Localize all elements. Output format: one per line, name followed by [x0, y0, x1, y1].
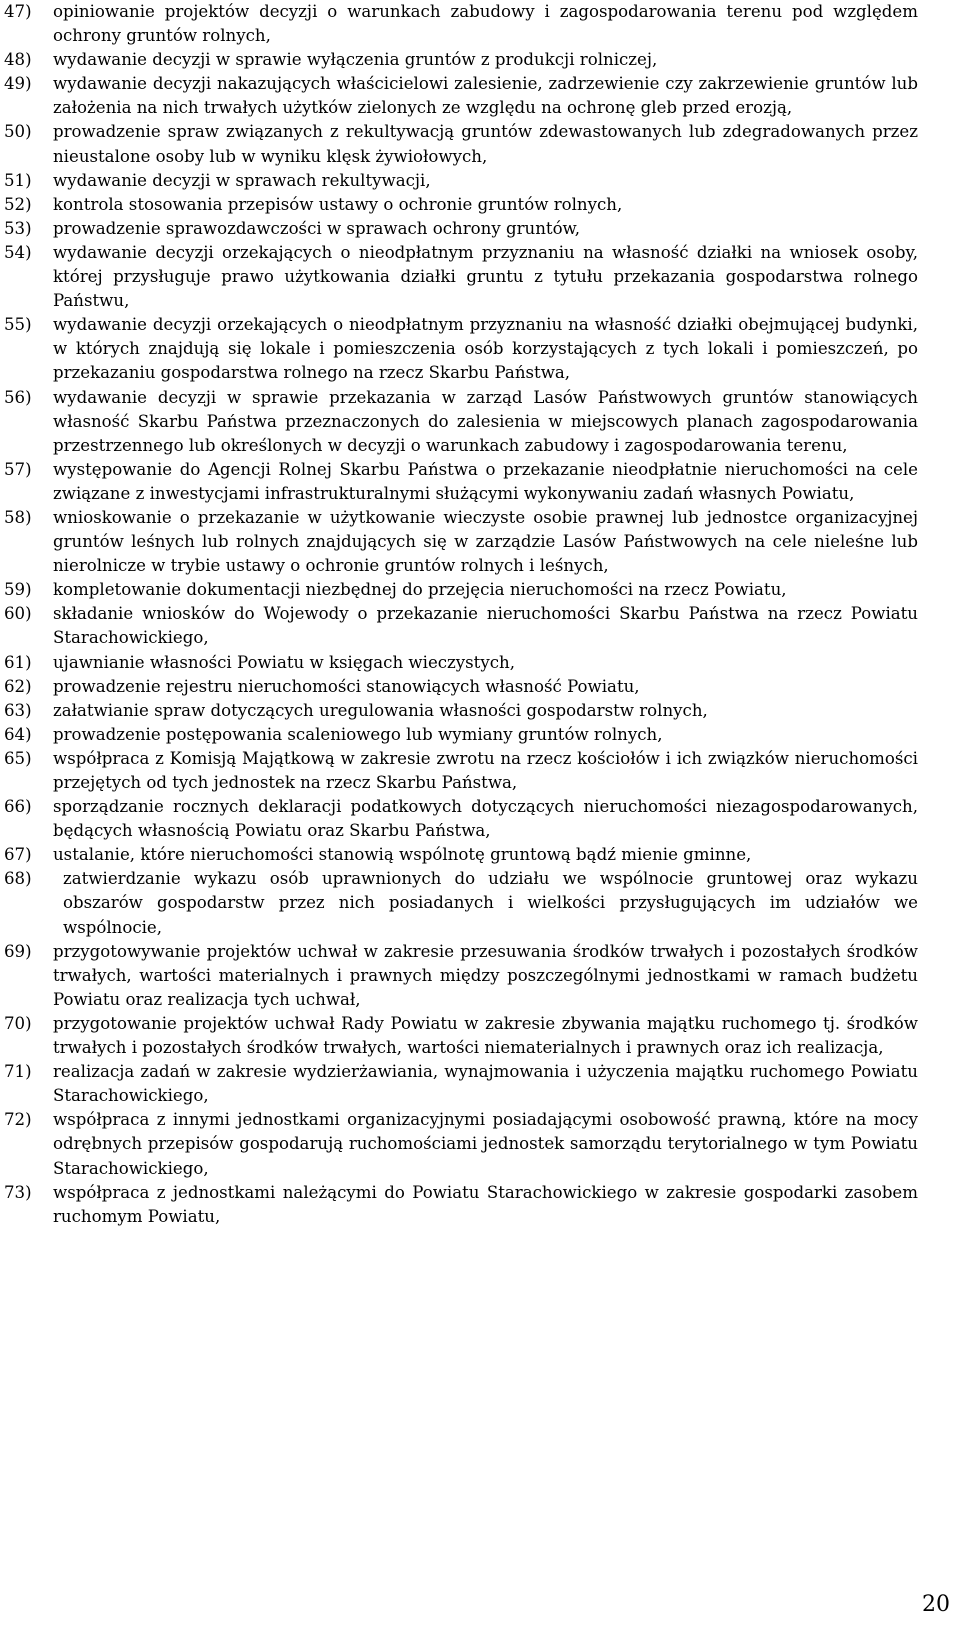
item-text: prowadzenie rejestru nieruchomości stanowiących własność Powiatu, — [53, 676, 640, 696]
item-number: 53) — [4, 218, 32, 238]
item-text: współpraca z Komisją Majątkową w zakresie zwrotu na rzecz kościołów i ich związków nieruchomości przejętych od tych jednostek na rzecz Skarbu Państwa, — [53, 748, 918, 792]
item-text: prowadzenie sprawozdawczości w sprawach ochrony gruntów, — [53, 218, 581, 238]
item-number: 52) — [4, 194, 32, 214]
list-item — [4, 72, 918, 120]
item-text: przygotowanie projektów uchwał Rady Powiatu w zakresie zbywania majątku ruchomego tj. środków trwałych i pozostałych środków trwałych, wartości niematerialnych i prawnych oraz ich realizacja, — [53, 1013, 918, 1058]
list-item — [4, 1060, 918, 1108]
item-number: 47) — [4, 2, 32, 21]
list-item — [4, 1012, 918, 1060]
item-text: opiniowanie projektów decyzji o warunkach zabudowy i zagospodarowania terenu pod względem ochrony gruntów rolnych, — [53, 2, 918, 46]
item-text: ustalanie, które nieruchomości stanowią wspólnotę gruntową bądź mienie gminne, — [53, 845, 752, 865]
list-item — [4, 723, 918, 747]
item-text: kontrola stosowania przepisów ustawy o ochronie gruntów rolnych, — [53, 194, 623, 214]
list-item — [4, 843, 918, 867]
list-item — [4, 506, 918, 578]
list-item — [4, 120, 918, 168]
list-item — [4, 602, 918, 650]
list-item — [4, 193, 918, 217]
item-number: 51) — [4, 170, 32, 190]
page-number: 20 — [922, 1592, 950, 1617]
item-number: 61) — [4, 652, 32, 672]
item-number: 67) — [4, 845, 32, 865]
list-item — [4, 217, 918, 241]
item-number: 64) — [4, 724, 32, 744]
item-text: współpraca z jednostkami należącymi do Powiatu Starachowickiego w zakresie gospodarki zasobem ruchomym Powiatu, — [53, 1182, 918, 1226]
item-text: prowadzenie postępowania scaleniowego lub wymiany gruntów rolnych, — [53, 724, 663, 744]
item-text: realizacja zadań w zakresie wydzierżawiania, wynajmowania i użyczenia majątku ruchomego Powiatu Starachowickiego, — [53, 1062, 918, 1106]
item-number: 55) — [4, 315, 32, 335]
list-item — [4, 940, 918, 1012]
list-item — [4, 867, 918, 939]
item-number: 71) — [4, 1062, 32, 1082]
item-text: sporządzanie rocznych deklaracji podatkowych dotyczących nieruchomości niezagospodarowanych, będących własnością Powiatu oraz Skarbu Państwa, — [53, 797, 918, 841]
list-item — [4, 651, 918, 675]
item-text: wydawanie decyzji w sprawie przekazania w zarząd Lasów Państwowych gruntów stanowiących własność Skarbu Państwa przeznaczonych do zalesienia w miejscowych planach zagospodarowania przestrzennego lub określonych w decyzji o warunkach zabudowy i zagospodarowania terenu, — [53, 387, 918, 455]
list-item — [4, 169, 918, 193]
item-text: wydawanie decyzji w sprawie wyłączenia gruntów z produkcji rolniczej, — [53, 50, 658, 70]
item-text: wnioskowanie o przekazanie w użytkowanie wieczyste osobie prawnej lub jednostce organizacyjnej gruntów leśnych lub rolnych znajdujących się w zarządzie Lasów Państwowych na cele nieleśne lub nierolnicze w trybie ustawy o ochronie gruntów rolnych i leśnych, — [53, 507, 918, 576]
list-item — [4, 458, 918, 506]
list-item — [4, 699, 918, 723]
list-item — [4, 578, 918, 602]
item-text: składanie wniosków do Wojewody o przekazanie nieruchomości Skarbu Państwa na rzecz Powiatu Starachowickiego, — [53, 604, 918, 648]
item-text: załatwianie spraw dotyczących uregulowania własności gospodarstw rolnych, — [53, 700, 708, 720]
item-number: 62) — [4, 676, 32, 696]
item-number: 65) — [4, 748, 32, 768]
item-number: 66) — [4, 797, 32, 817]
item-number: 68) — [4, 869, 32, 889]
list-item — [4, 795, 918, 843]
item-number: 70) — [4, 1013, 32, 1033]
item-number: 54) — [4, 242, 32, 262]
item-text: ujawnianie własności Powiatu w księgach wieczystych, — [53, 652, 515, 672]
item-text: przygotowywanie projektów uchwał w zakresie przesuwania środków trwałych i pozostałych środków trwałych, wartości materialnych i prawnych między poszczególnymi jednostkami w ramach budżetu Powiatu oraz realizacja tych uchwał, — [53, 941, 918, 1009]
list-item — [4, 0, 918, 48]
task-list — [4, 0, 918, 1229]
list-item — [4, 747, 918, 795]
item-number: 72) — [4, 1110, 32, 1130]
item-text: wydawanie decyzji orzekających o nieodpłatnym przyznaniu na własność działki na wniosek osoby, której przysługuje prawo użytkowania działki gruntu z tytułu przekazania gospodarstwa rolnego Państwu, — [53, 242, 918, 311]
list-item — [4, 48, 918, 72]
item-text: wydawanie decyzji w sprawach rekultywacji, — [53, 170, 431, 190]
item-text: kompletowanie dokumentacji niezbędnej do przejęcia nieruchomości na rzecz Powiatu, — [53, 580, 787, 600]
list-item — [4, 1181, 918, 1229]
item-number: 59) — [4, 580, 32, 600]
list-item — [4, 313, 918, 385]
item-number: 48) — [4, 50, 32, 70]
item-number: 60) — [4, 604, 32, 624]
item-text: wydawanie decyzji nakazujących właścicielowi zalesienie, zadrzewienie czy zakrzewienie gruntów lub założenia na nich trwałych użytków zielonych ze względu na ochronę gleb przed erozją, — [53, 74, 918, 118]
item-number: 63) — [4, 700, 32, 720]
item-text: zatwierdzanie wykazu osób uprawnionych do udziału we wspólnocie gruntowej oraz wykazu obszarów gospodarstw przez nich posiadanych i wielkości przysługujących im udziałów we wspólnocie, — [63, 869, 918, 937]
item-text: wydawanie decyzji orzekających o nieodpłatnym przyznaniu na własność działki obejmującej budynki, w których znajdują się lokale i pomieszczenia osób korzystających z tych lokali i pomieszczeń, po przekazaniu gospodarstwa rolnego na rzecz Skarbu Państwa, — [53, 315, 918, 383]
item-number: 58) — [4, 507, 32, 527]
item-number: 49) — [4, 74, 32, 94]
item-number: 50) — [4, 122, 32, 142]
item-number: 69) — [4, 941, 32, 961]
item-text: występowanie do Agencji Rolnej Skarbu Państwa o przekazanie nieodpłatnie nieruchomości na cele związane z inwestycjami infrastrukturalnymi służącymi wykonywaniu zadań własnych Powiatu, — [53, 459, 918, 503]
list-item — [4, 386, 918, 458]
item-number: 73) — [4, 1182, 32, 1202]
item-text: prowadzenie spraw związanych z rekultywacją gruntów zdewastowanych lub zdegradowanych przez nieustalone osoby lub w wyniku klęsk żywiołowych, — [53, 122, 918, 166]
item-text: współpraca z innymi jednostkami organizacyjnymi posiadającymi osobowość prawną, które na mocy odrębnych przepisów gospodarują ruchomościami jednostek samorządu terytorialnego w tym Powiatu Starachowickiego, — [53, 1110, 918, 1178]
list-item — [4, 1108, 918, 1180]
list-item — [4, 241, 918, 313]
list-item — [4, 675, 918, 699]
item-number: 56) — [4, 387, 32, 407]
item-number: 57) — [4, 459, 32, 479]
